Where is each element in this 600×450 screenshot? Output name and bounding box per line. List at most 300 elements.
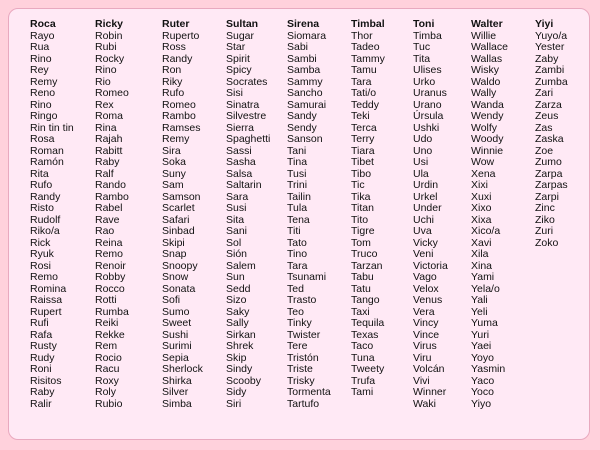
name-item: Shirka xyxy=(162,374,192,387)
name-item: Wanda xyxy=(471,98,504,111)
name-item: Xuxi xyxy=(471,190,492,203)
name-item: Romina xyxy=(30,282,67,295)
name-item: Trufa xyxy=(351,374,376,387)
name-item: Zoe xyxy=(535,144,554,157)
name-item: Zari xyxy=(535,87,554,99)
name-item: Ryuk xyxy=(30,248,54,260)
name-item: Sofi xyxy=(162,294,181,306)
name-item: Reno xyxy=(30,87,56,99)
name-item: Spaghetti xyxy=(226,133,271,145)
name-column xyxy=(471,19,508,410)
name-item: Tita xyxy=(413,52,431,65)
name-item: Sambi xyxy=(287,52,317,65)
name-item: Sancho xyxy=(287,87,323,99)
name-item: Vivi xyxy=(413,374,430,387)
name-item: Woody xyxy=(471,133,504,145)
name-item: Veni xyxy=(413,248,434,260)
name-item: Tweety xyxy=(351,363,385,375)
name-item: Zaby xyxy=(535,52,559,65)
name-column xyxy=(30,19,74,410)
name-item: Wallace xyxy=(471,41,508,53)
name-item: Rumba xyxy=(95,305,129,318)
name-item: Urko xyxy=(413,75,436,88)
name-item: Sherlock xyxy=(162,363,203,375)
name-item: Zumo xyxy=(535,156,562,168)
name-column xyxy=(95,19,129,410)
name-item: Yaei xyxy=(471,340,492,352)
name-item: Salem xyxy=(226,259,256,272)
name-item: Trasto xyxy=(287,294,317,306)
name-item: Zinc xyxy=(535,202,555,214)
name-item: Tabu xyxy=(351,271,374,283)
name-item: Zarpa xyxy=(535,167,563,180)
name-item: Rina xyxy=(95,121,117,134)
name-item: Rio xyxy=(95,75,111,88)
name-item: Tormenta xyxy=(287,386,331,398)
name-item: Riky xyxy=(162,75,183,88)
name-item: Sugar xyxy=(226,29,255,42)
name-item: Rem xyxy=(95,340,118,352)
name-item: Rosa xyxy=(30,133,55,145)
name-item: Yali xyxy=(471,294,488,306)
name-item: Zarza xyxy=(535,98,562,111)
name-item: Zuri xyxy=(535,225,554,237)
name-item: Surimi xyxy=(162,340,192,352)
name-item: Under xyxy=(413,202,442,214)
name-item: Sasha xyxy=(226,156,256,168)
name-item: Ringo xyxy=(30,110,58,122)
name-item: Xico/a xyxy=(471,225,501,237)
name-item: Tic xyxy=(351,179,365,191)
name-item: Suny xyxy=(162,167,186,180)
name-item: Uranus xyxy=(413,87,447,99)
name-item: Wally xyxy=(471,87,497,99)
name-item: Yeli xyxy=(471,305,488,318)
name-item: Tami xyxy=(351,386,374,398)
name-item: Yuma xyxy=(471,317,498,329)
name-item: Saky xyxy=(226,305,250,318)
name-item: Trisky xyxy=(287,374,315,387)
name-column xyxy=(535,19,568,249)
column-header: Ricky xyxy=(95,18,124,30)
name-item: Sirkan xyxy=(226,328,256,341)
name-item: Samurai xyxy=(287,98,327,111)
column-header: Toni xyxy=(413,18,435,30)
name-item: Wow xyxy=(471,156,495,168)
name-item: Sinbad xyxy=(162,225,195,237)
name-item: Ramón xyxy=(30,156,64,168)
name-item: Roly xyxy=(95,386,117,398)
name-column xyxy=(162,19,203,410)
name-item: Urano xyxy=(413,98,442,111)
name-item: Sally xyxy=(226,317,249,329)
name-item: Tsunami xyxy=(287,271,327,283)
name-item: Zaska xyxy=(535,133,564,145)
name-item: Skip xyxy=(226,351,247,364)
name-item: Usi xyxy=(413,156,429,168)
names-grid xyxy=(9,9,589,439)
column-header: Ruter xyxy=(162,18,190,30)
name-item: Sonata xyxy=(162,282,196,295)
name-item: Yami xyxy=(471,271,495,283)
name-item: Sanson xyxy=(287,133,323,145)
name-item: Snoopy xyxy=(162,259,198,272)
name-item: Rex xyxy=(95,98,114,111)
name-item: Yoco xyxy=(471,386,494,398)
name-item: Yasmin xyxy=(471,363,506,375)
name-item: Remy xyxy=(162,133,190,145)
name-item: Texas xyxy=(351,328,379,341)
name-item: Saltarin xyxy=(226,179,262,191)
name-item: Rayo xyxy=(30,29,55,42)
name-item: Soka xyxy=(162,156,186,168)
name-item: Snow xyxy=(162,271,189,283)
name-item: Tuna xyxy=(351,351,375,364)
name-item: Ted xyxy=(287,282,304,295)
name-item: Tito xyxy=(351,213,369,226)
name-item: Ushki xyxy=(413,121,440,134)
name-item: Tigre xyxy=(351,225,375,237)
name-item: Xixo xyxy=(471,202,492,214)
name-item: Tani xyxy=(287,144,307,157)
name-item: Rajah xyxy=(95,133,123,145)
name-item: Tina xyxy=(287,156,308,168)
name-item: Trini xyxy=(287,179,308,191)
name-item: Winnie xyxy=(471,144,504,157)
name-item: Sassi xyxy=(226,144,252,157)
name-item: Ziko xyxy=(535,213,555,226)
name-item: Xena xyxy=(471,167,496,180)
name-item: Vicky xyxy=(413,236,438,249)
column-header: Sultan xyxy=(226,18,259,30)
name-item: Rick xyxy=(30,236,51,249)
name-item: Uno xyxy=(413,144,433,157)
name-item: Ulises xyxy=(413,64,442,76)
name-item: Rabel xyxy=(95,202,123,214)
name-item: Sol xyxy=(226,236,242,249)
name-item: Roni xyxy=(30,363,52,375)
name-item: Yuri xyxy=(471,328,490,341)
name-item: Sani xyxy=(226,225,248,237)
name-item: Sindy xyxy=(226,363,253,375)
name-item: Simba xyxy=(162,397,192,410)
name-item: Roma xyxy=(95,110,124,122)
name-item: Yaco xyxy=(471,374,495,387)
name-item: Rupert xyxy=(30,305,62,318)
name-item: Rafa xyxy=(30,328,53,341)
name-item: Rambo xyxy=(95,190,129,203)
name-item: Siri xyxy=(226,397,242,410)
name-item: Sun xyxy=(226,271,245,283)
name-item: Samba xyxy=(287,64,321,76)
name-item: Zeus xyxy=(535,110,559,122)
name-item: Timba xyxy=(413,29,442,42)
name-item: Rocky xyxy=(95,52,125,65)
name-item: Titan xyxy=(351,202,374,214)
name-item: Tarzan xyxy=(351,259,383,272)
name-item: Tammy xyxy=(351,52,385,65)
name-item: Riko/a xyxy=(30,225,60,237)
name-item: Tinky xyxy=(287,317,312,329)
name-item: Ross xyxy=(162,41,186,53)
name-item: Raissa xyxy=(30,294,63,306)
name-item: Ruperto xyxy=(162,29,200,42)
name-item: Victoria xyxy=(413,259,448,272)
name-item: Twister xyxy=(287,328,321,341)
name-item: Rufo xyxy=(30,179,53,191)
name-item: Tequila xyxy=(351,317,385,329)
name-item: Remo xyxy=(30,271,59,283)
name-item: Scooby xyxy=(226,374,262,387)
name-item: Tena xyxy=(287,213,310,226)
name-item: Rino xyxy=(30,98,52,111)
name-item: Rotti xyxy=(95,294,117,306)
name-item: Safari xyxy=(162,213,190,226)
name-item: Volcán xyxy=(413,363,445,375)
name-item: Ralir xyxy=(30,397,52,410)
name-item: Romeo xyxy=(95,87,129,99)
name-item: Risitos xyxy=(30,374,62,387)
name-item: Rua xyxy=(30,41,50,53)
name-item: Sam xyxy=(162,179,184,191)
name-item: Zambi xyxy=(535,64,565,76)
name-item: Viru xyxy=(413,351,432,364)
name-item: Zumba xyxy=(535,75,568,88)
name-item: Tika xyxy=(351,190,371,203)
name-item: Romeo xyxy=(162,98,196,111)
name-item: Tailin xyxy=(287,190,311,203)
name-item: Spicy xyxy=(226,64,252,76)
name-item: Tartufo xyxy=(287,397,320,410)
name-column xyxy=(351,19,385,399)
name-item: Rufi xyxy=(30,317,49,329)
name-item: Urkel xyxy=(413,190,438,203)
name-item: Tibet xyxy=(351,156,374,168)
column-header: Yiyi xyxy=(535,18,554,30)
name-item: Velox xyxy=(413,282,439,295)
name-item: Venus xyxy=(413,294,443,306)
name-item: Silvestre xyxy=(226,110,267,122)
name-item: Robin xyxy=(95,29,123,42)
name-item: Urdin xyxy=(413,179,439,191)
name-item: Terca xyxy=(351,121,377,134)
name-item: Sizo xyxy=(226,294,247,306)
name-column xyxy=(226,19,270,410)
name-item: Titi xyxy=(287,225,301,237)
name-item: Rando xyxy=(95,179,126,191)
name-item: Vincy xyxy=(413,317,439,329)
name-item: Silver xyxy=(162,386,189,398)
name-item: Yester xyxy=(535,41,565,53)
name-item: Sepia xyxy=(162,351,189,364)
name-item: Ron xyxy=(162,64,182,76)
name-item: Rey xyxy=(30,64,49,76)
name-item: Rocio xyxy=(95,351,122,364)
name-item: Tara xyxy=(351,75,372,88)
name-item: Rosi xyxy=(30,259,52,272)
name-item: Teddy xyxy=(351,98,380,111)
name-item: Virus xyxy=(413,340,437,352)
name-item: Rino xyxy=(95,64,117,76)
name-item: Terry xyxy=(351,133,375,145)
name-item: Star xyxy=(226,41,246,53)
name-item: Tuc xyxy=(413,41,431,53)
name-item: Sita xyxy=(226,213,245,226)
name-item: Yiyo xyxy=(471,397,492,410)
name-item: Xila xyxy=(471,248,489,260)
name-item: Xina xyxy=(471,259,493,272)
column-header: Roca xyxy=(30,18,56,30)
name-item: Tango xyxy=(351,294,380,306)
name-item: Udo xyxy=(413,133,433,145)
name-item: Tiara xyxy=(351,144,375,157)
name-item: Vince xyxy=(413,328,440,341)
name-item: Raby xyxy=(95,156,120,168)
column-header: Walter xyxy=(471,18,503,30)
name-item: Zarpi xyxy=(535,190,559,203)
name-item: Rin tin tin xyxy=(30,121,74,134)
name-item: Randy xyxy=(30,190,61,203)
name-item: Sweet xyxy=(162,317,192,329)
name-item: Sión xyxy=(226,248,248,260)
name-item: Susi xyxy=(226,202,247,214)
name-item: Rufo xyxy=(162,87,185,99)
name-item: Tere xyxy=(287,340,308,352)
name-item: Tom xyxy=(351,236,371,249)
name-item: Vera xyxy=(413,305,435,318)
name-item: Snap xyxy=(162,248,187,260)
name-item: Sierra xyxy=(226,121,255,134)
name-item: Rocco xyxy=(95,282,125,295)
name-item: Teki xyxy=(351,110,370,122)
name-item: Tibo xyxy=(351,167,372,180)
name-column xyxy=(413,19,448,410)
name-item: Racu xyxy=(95,363,120,375)
name-item: Rabitt xyxy=(95,144,123,157)
name-item: Rave xyxy=(95,213,120,226)
name-item: Uchi xyxy=(413,213,435,226)
name-item: Sabi xyxy=(287,41,309,53)
name-item: Sinatra xyxy=(226,98,260,111)
name-item: Vago xyxy=(413,271,437,283)
name-item: Willie xyxy=(471,29,497,42)
name-item: Sira xyxy=(162,144,181,157)
name-item: Sandy xyxy=(287,110,317,122)
name-item: Taxi xyxy=(351,305,370,318)
name-item: Shrek xyxy=(226,340,254,352)
name-item: Skipi xyxy=(162,236,185,249)
name-item: Yoyo xyxy=(471,351,494,364)
name-item: Rubi xyxy=(95,41,117,53)
name-column xyxy=(287,19,331,410)
name-item: Rita xyxy=(30,167,49,180)
name-item: Tula xyxy=(287,202,308,214)
name-item: Rino xyxy=(30,52,52,65)
name-item: Sumo xyxy=(162,305,190,318)
name-item: Rusty xyxy=(30,340,57,352)
name-item: Waldo xyxy=(471,75,501,88)
name-item: Wendy xyxy=(471,110,504,122)
column-header: Timbal xyxy=(351,18,385,30)
name-item: Zarpas xyxy=(535,179,568,191)
name-item: Tino xyxy=(287,248,308,260)
name-item: Thor xyxy=(351,29,373,42)
name-item: Reiki xyxy=(95,317,119,329)
name-item: Xavi xyxy=(471,236,492,249)
name-item: Siomara xyxy=(287,29,327,42)
name-item: Rudolf xyxy=(30,213,61,226)
name-item: Yela/o xyxy=(471,282,500,295)
name-item: Scarlet xyxy=(162,202,195,214)
name-item: Uva xyxy=(413,225,432,237)
name-item: Sidy xyxy=(226,386,247,398)
column-header: Sirena xyxy=(287,18,320,30)
name-item: Tara xyxy=(287,259,308,272)
name-item: Sara xyxy=(226,190,249,203)
name-item: Reina xyxy=(95,236,123,249)
name-item: Tristón xyxy=(287,351,319,364)
name-item: Úrsula xyxy=(413,110,444,122)
name-item: Winner xyxy=(413,386,447,398)
name-item: Socrates xyxy=(226,75,268,88)
names-panel xyxy=(8,8,590,440)
name-item: Roman xyxy=(30,144,64,157)
name-item: Rekke xyxy=(95,328,125,341)
name-item: Wisky xyxy=(471,64,499,76)
name-item: Taco xyxy=(351,340,374,352)
name-item: Teo xyxy=(287,305,304,318)
name-item: Yuyo/a xyxy=(535,29,568,42)
name-item: Tati/o xyxy=(351,87,377,99)
name-item: Tamu xyxy=(351,64,377,76)
name-item: Randy xyxy=(162,52,193,65)
name-item: Tadeo xyxy=(351,41,380,53)
name-item: Samson xyxy=(162,190,201,203)
name-item: Waki xyxy=(413,397,436,410)
name-item: Sendy xyxy=(287,121,317,134)
name-item: Robby xyxy=(95,271,126,283)
name-item: Ralf xyxy=(95,167,114,180)
name-item: Remo xyxy=(95,248,124,260)
name-item: Wolfy xyxy=(471,121,498,134)
name-item: Tato xyxy=(287,236,307,249)
name-item: Tatu xyxy=(351,282,371,295)
name-item: Remy xyxy=(30,75,58,88)
name-item: Rubio xyxy=(95,397,123,410)
name-item: Spirit xyxy=(226,52,250,65)
name-item: Rudy xyxy=(30,351,55,364)
name-item: Truco xyxy=(351,248,378,260)
name-item: Sammy xyxy=(287,75,323,88)
name-item: Ula xyxy=(413,167,429,180)
name-item: Rao xyxy=(95,225,115,237)
name-item: Wallas xyxy=(471,52,503,65)
name-item: Salsa xyxy=(226,167,253,180)
name-item: Triste xyxy=(287,363,313,375)
name-item: Rambo xyxy=(162,110,196,122)
name-item: Sedd xyxy=(226,282,251,295)
name-item: Zoko xyxy=(535,236,559,249)
name-item: Ramses xyxy=(162,121,201,134)
name-item: Risto xyxy=(30,202,54,214)
name-item: Raby xyxy=(30,386,55,398)
name-item: Xixa xyxy=(471,213,492,226)
name-item: Xixi xyxy=(471,179,488,191)
name-item: Sisi xyxy=(226,87,243,99)
name-item: Zas xyxy=(535,121,553,134)
name-item: Tusi xyxy=(287,167,307,180)
name-item: Roxy xyxy=(95,374,119,387)
